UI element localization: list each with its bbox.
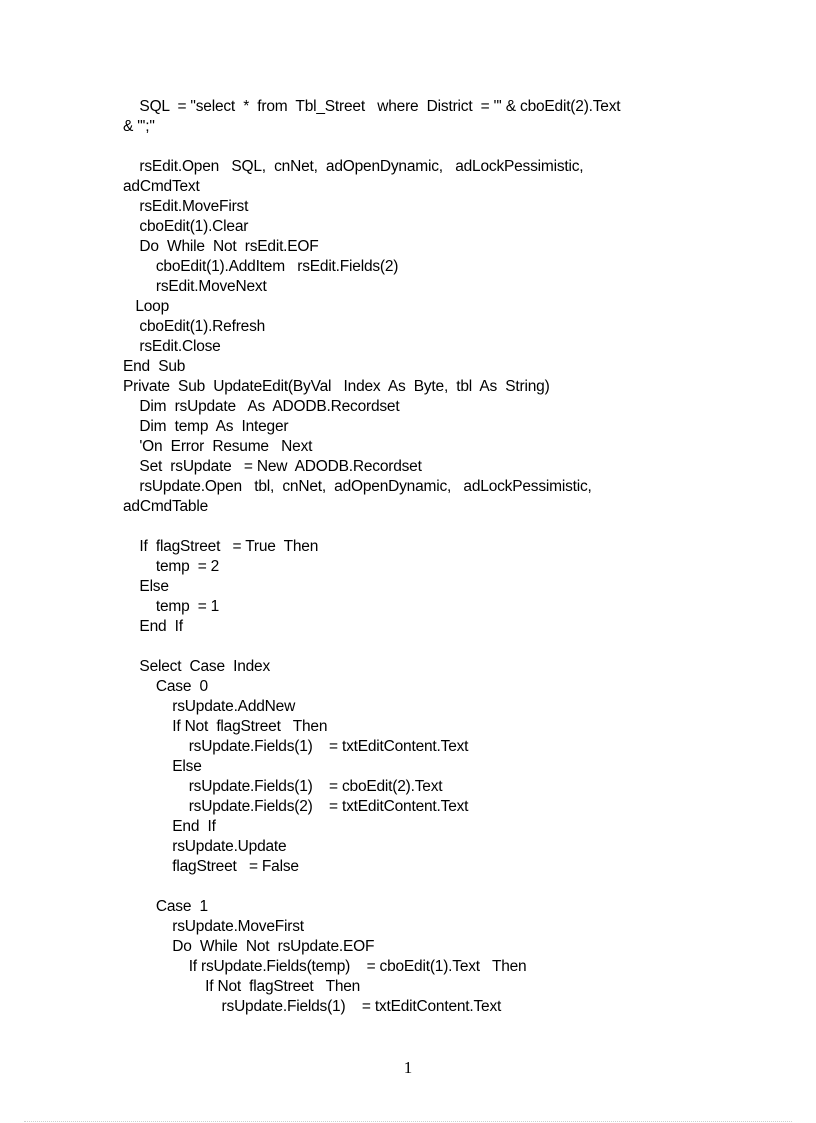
code-line: Private Sub UpdateEdit(ByVal Index As Byte, tbl As String)	[123, 378, 550, 395]
code-line: cboEdit(1).Clear	[123, 218, 249, 235]
code-line: Set rsUpdate = New ADODB.Recordset	[123, 458, 422, 475]
code-line: rsUpdate.Update	[123, 838, 287, 855]
code-line: SQL = "select * from Tbl_Street where District = "' & cboEdit(2).Text	[123, 98, 621, 115]
code-line: adCmdText	[123, 178, 200, 195]
code-line: Else	[123, 758, 202, 775]
code-line: rsUpdate.Open tbl, cnNet, adOpenDynamic, adLockPessimistic,	[123, 478, 592, 495]
code-line: If flagStreet = True Then	[123, 538, 319, 555]
code-line: Do While Not rsUpdate.EOF	[123, 938, 375, 955]
code-line: End If	[123, 818, 216, 835]
code-line: temp = 2	[123, 558, 220, 575]
code-line: Loop	[123, 298, 170, 315]
code-line: If Not flagStreet Then	[123, 978, 361, 995]
code-line: Case 1	[123, 898, 208, 915]
code-line: If Not flagStreet Then	[123, 718, 328, 735]
code-line	[123, 137, 723, 157]
code-line	[123, 877, 723, 897]
code-line: rsUpdate.AddNew	[123, 698, 296, 715]
code-line: rsUpdate.Fields(1) = txtEditContent.Text	[123, 998, 502, 1015]
code-line: If rsUpdate.Fields(temp) = cboEdit(1).Text Then	[123, 958, 527, 975]
code-line: cboEdit(1).Refresh	[123, 318, 266, 335]
code-line: rsUpdate.Fields(2) = txtEditContent.Text	[123, 798, 469, 815]
code-line: & "';"	[123, 118, 155, 135]
code-line: Dim temp As Integer	[123, 418, 289, 435]
code-line: flagStreet = False	[123, 858, 299, 875]
code-line: adCmdTable	[123, 498, 209, 515]
code-line: rsEdit.Open SQL, cnNet, adOpenDynamic, adLockPessimistic,	[123, 158, 584, 175]
code-line: rsEdit.Close	[123, 338, 221, 355]
code-line: rsUpdate.Fields(1) = txtEditContent.Text	[123, 738, 469, 755]
page-number: 1	[403, 1058, 413, 1077]
code-line: rsUpdate.MoveFirst	[123, 918, 304, 935]
code-line: End If	[123, 618, 183, 635]
code-line	[123, 517, 723, 537]
code-line: Else	[123, 578, 169, 595]
code-line: Select Case Index	[123, 658, 271, 675]
code-line: temp = 1	[123, 598, 220, 615]
code-line: rsEdit.MoveFirst	[123, 198, 249, 215]
code-listing	[123, 97, 723, 1017]
code-line: rsEdit.MoveNext	[123, 278, 267, 295]
code-line: Dim rsUpdate As ADODB.Recordset	[123, 398, 400, 415]
code-line: cboEdit(1).AddItem rsEdit.Fields(2)	[123, 258, 399, 275]
code-line: End Sub	[123, 358, 186, 375]
code-line: rsUpdate.Fields(1) = cboEdit(2).Text	[123, 778, 443, 795]
code-line: Case 0	[123, 678, 208, 695]
code-line	[123, 637, 723, 657]
code-line: Do While Not rsEdit.EOF	[123, 238, 319, 255]
code-line: 'On Error Resume Next	[123, 438, 313, 455]
page-bottom-edge	[24, 1121, 792, 1122]
